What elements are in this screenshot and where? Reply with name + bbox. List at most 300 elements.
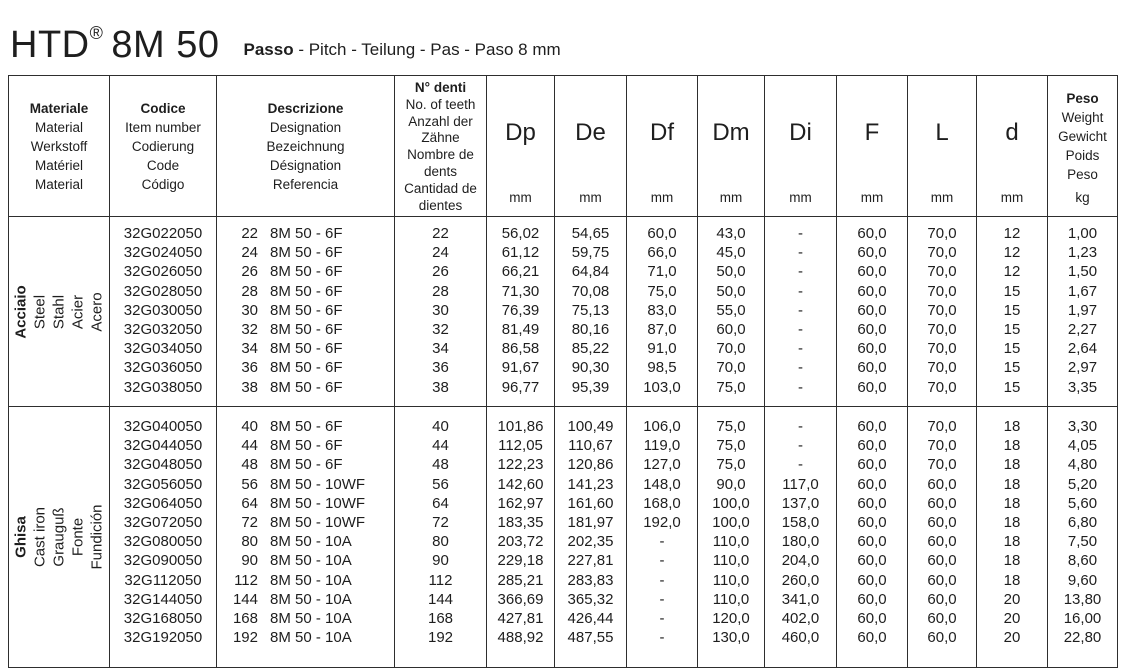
designation-number: 80 xyxy=(241,533,258,551)
designation-type: 8M 50 - 6F xyxy=(270,456,343,474)
column-label-de: De xyxy=(575,118,606,146)
dm-value: 110,0 xyxy=(712,571,750,589)
f-value: 60,0 xyxy=(857,475,887,493)
column-unit-f: mm xyxy=(860,190,884,205)
d-value: 18 xyxy=(1003,418,1021,435)
dp-value: 427,81 xyxy=(497,610,544,628)
df-value: 91,0 xyxy=(647,340,677,358)
dp-value: 488,92 xyxy=(497,629,544,647)
di-value: 117,0 xyxy=(782,475,819,493)
dp-value: 91,67 xyxy=(501,359,540,377)
l-value: 70,0 xyxy=(927,244,957,262)
weight-value: 5,20 xyxy=(1067,475,1098,493)
material-label xyxy=(12,285,107,338)
column-values-df xyxy=(627,407,698,667)
teeth-value: 44 xyxy=(432,437,449,455)
l-value: 60,0 xyxy=(927,494,957,512)
df-value: - xyxy=(659,590,665,608)
dp-value: 76,39 xyxy=(501,301,540,319)
column-header-line: Weight xyxy=(1061,110,1104,125)
designation-value xyxy=(217,532,394,551)
f-value: 60,0 xyxy=(857,301,887,319)
code-value: 32G112050 xyxy=(124,571,202,589)
designation-value xyxy=(217,494,394,513)
designation-number: 38 xyxy=(241,378,258,396)
designation-type: 8M 50 - 10A xyxy=(270,571,352,589)
dp-value: 142,60 xyxy=(497,475,544,493)
dm-value: 90,0 xyxy=(716,475,746,493)
l-value: 70,0 xyxy=(927,418,957,435)
dm-value: 110,0 xyxy=(712,533,750,551)
df-value: 127,0 xyxy=(643,456,681,474)
code-value: 32G168050 xyxy=(123,610,203,628)
designation-number: 32 xyxy=(241,321,258,339)
dm-value: 75,0 xyxy=(716,437,746,455)
dp-value: 285,21 xyxy=(497,571,544,589)
di-value: - xyxy=(798,301,803,319)
de-value: 75,13 xyxy=(571,301,610,319)
d-value: 18 xyxy=(1003,552,1021,570)
f-value: 60,0 xyxy=(857,610,887,628)
column-values-f xyxy=(837,217,908,407)
di-value: 180,0 xyxy=(781,533,820,551)
designation-value xyxy=(217,436,394,455)
column-header-line: Bezeichnung xyxy=(266,138,345,154)
dp-value: 56,02 xyxy=(501,225,540,242)
material-name-line: Steel xyxy=(31,294,49,329)
code-value: 32G028050 xyxy=(123,282,203,300)
dm-value: 100,0 xyxy=(712,514,750,532)
column-header-material xyxy=(9,76,110,217)
designation-number: 48 xyxy=(241,456,258,474)
material-name-line: Acero xyxy=(88,291,106,332)
material-block-cast-iron xyxy=(9,407,1117,667)
designation-type: 8M 50 - 6F xyxy=(270,244,343,262)
material-name-line: Grauguß xyxy=(50,507,68,567)
di-value: - xyxy=(798,378,803,396)
designation-number: 40 xyxy=(241,418,258,435)
dp-value: 101,86 xyxy=(497,418,544,435)
f-value: 60,0 xyxy=(857,321,887,339)
title-bar xyxy=(10,24,561,64)
de-value: 70,08 xyxy=(571,282,610,300)
teeth-value: 64 xyxy=(432,494,449,512)
di-value: - xyxy=(798,244,803,262)
column-header-line: No. of teeth xyxy=(405,96,476,112)
designation-type: 8M 50 - 6F xyxy=(270,359,343,377)
weight-value: 1,23 xyxy=(1067,244,1098,262)
dp-value: 96,77 xyxy=(501,378,540,396)
de-value: 64,84 xyxy=(571,263,610,281)
de-value: 426,44 xyxy=(567,610,614,628)
l-value: 60,0 xyxy=(927,475,957,493)
designation-value xyxy=(217,358,394,377)
l-value: 60,0 xyxy=(927,514,957,532)
d-value: 15 xyxy=(1003,359,1021,377)
material-name-line: Cast iron xyxy=(31,506,49,568)
dp-value: 183,35 xyxy=(497,514,544,532)
column-label-l: L xyxy=(935,118,949,146)
code-value: 32G064050 xyxy=(123,494,203,512)
designation-number: 34 xyxy=(241,340,258,358)
column-values-dm xyxy=(698,217,765,407)
column-header-designation xyxy=(217,76,395,217)
designation-number: 26 xyxy=(241,263,258,281)
column-header-line: Code xyxy=(146,157,180,173)
d-value: 18 xyxy=(1003,494,1021,512)
designation-type: 8M 50 - 6F xyxy=(270,418,343,435)
dm-value: 45,0 xyxy=(716,244,746,262)
column-header-line: Matériel xyxy=(34,157,83,173)
dp-value: 86,58 xyxy=(501,340,540,358)
f-value: 60,0 xyxy=(857,590,887,608)
df-value: 106,0 xyxy=(643,418,681,435)
pitch-label-bold: Passo xyxy=(243,40,294,59)
teeth-value: 192 xyxy=(427,629,454,647)
dp-value: 71,30 xyxy=(501,282,540,300)
teeth-value: 56 xyxy=(432,475,449,493)
column-header-line: Código xyxy=(141,176,185,192)
code-value: 32G040050 xyxy=(123,418,203,435)
designation-type: 8M 50 - 10A xyxy=(270,629,352,647)
l-value: 60,0 xyxy=(927,533,957,551)
designation-number: 22 xyxy=(241,225,258,242)
d-value: 18 xyxy=(1003,514,1021,532)
designation-value xyxy=(217,262,394,281)
designation-type: 8M 50 - 6F xyxy=(270,301,343,319)
weight-value: 4,05 xyxy=(1067,437,1098,455)
code-value: 32G144050 xyxy=(123,590,203,608)
code-value: 32G026050 xyxy=(123,263,203,281)
de-value: 141,23 xyxy=(567,475,614,493)
column-header-de xyxy=(555,76,627,217)
teeth-value: 22 xyxy=(432,225,449,242)
teeth-value: 80 xyxy=(432,533,449,551)
registered-mark: ® xyxy=(89,23,104,43)
column-unit-l: mm xyxy=(930,190,954,205)
d-value: 12 xyxy=(1003,244,1021,262)
material-name-line: Fonte xyxy=(69,517,87,557)
df-value: - xyxy=(659,629,665,647)
column-values-di xyxy=(765,407,837,667)
di-value: 158,0 xyxy=(781,514,820,532)
designation-value xyxy=(217,320,394,339)
designation-value xyxy=(217,417,394,436)
column-label-dm: Dm xyxy=(712,118,750,146)
code-value: 32G080050 xyxy=(123,533,203,551)
di-value: - xyxy=(798,359,803,377)
column-header-line: Codierung xyxy=(131,138,195,154)
code-value: 32G034050 xyxy=(123,340,203,358)
column-label-dp: Dp xyxy=(505,118,536,146)
teeth-value: 48 xyxy=(432,456,449,474)
di-value: - xyxy=(798,437,803,455)
column-header-dp xyxy=(487,76,555,217)
designation-value xyxy=(217,243,394,262)
column-header-line: Gewicht xyxy=(1058,129,1107,144)
teeth-value: 28 xyxy=(432,282,449,300)
df-value: 119,0 xyxy=(643,437,681,455)
df-value: 66,0 xyxy=(647,244,677,262)
df-value: 75,0 xyxy=(647,282,677,300)
d-value: 18 xyxy=(1003,571,1021,589)
column-header-line: Zähne xyxy=(421,130,460,146)
column-unit-weight: kg xyxy=(1075,190,1090,205)
title-suffix: 8M 50 xyxy=(111,24,220,66)
column-header-line: Cantidad de xyxy=(404,180,477,196)
designation-value xyxy=(217,628,394,647)
l-value: 60,0 xyxy=(927,629,957,647)
designation-value xyxy=(217,590,394,609)
designation-number: 44 xyxy=(241,437,258,455)
material-block-steel xyxy=(9,217,1117,407)
pitch-subtitle xyxy=(244,41,561,64)
designation-number: 112 xyxy=(234,571,258,589)
de-value: 80,16 xyxy=(571,321,610,339)
df-value: - xyxy=(659,571,665,589)
d-value: 15 xyxy=(1003,282,1021,300)
dm-value: 100,0 xyxy=(712,494,750,512)
designation-number: 36 xyxy=(241,359,258,377)
teeth-value: 144 xyxy=(427,590,454,608)
dm-value: 70,0 xyxy=(716,340,746,358)
d-value: 15 xyxy=(1003,321,1021,339)
column-label-f: F xyxy=(864,118,880,146)
column-header-f xyxy=(837,76,908,217)
column-values-code xyxy=(110,217,217,407)
designation-value xyxy=(217,551,394,570)
l-value: 60,0 xyxy=(927,590,957,608)
designation-number: 24 xyxy=(241,244,258,262)
designation-number: 30 xyxy=(241,301,258,319)
df-value: 192,0 xyxy=(643,514,681,532)
weight-value: 13,80 xyxy=(1063,590,1102,608)
pulley-data-table xyxy=(8,75,1118,668)
column-values-f xyxy=(837,407,908,667)
material-name-line: Fundición xyxy=(88,504,106,570)
weight-value: 3,35 xyxy=(1067,378,1098,396)
material-cell xyxy=(9,407,110,667)
f-value: 60,0 xyxy=(857,418,887,435)
teeth-value: 90 xyxy=(432,552,449,570)
dp-value: 122,23 xyxy=(497,456,544,474)
pitch-label-rest: - Pitch - Teilung - Pas - Paso 8 mm xyxy=(293,40,561,59)
d-value: 12 xyxy=(1003,225,1021,242)
column-header-line: Codice xyxy=(140,100,186,116)
column-header-line: Descrizione xyxy=(267,100,344,116)
designation-value xyxy=(217,475,394,494)
designation-number: 192 xyxy=(232,629,258,647)
d-value: 15 xyxy=(1003,340,1021,358)
l-value: 70,0 xyxy=(927,282,957,300)
code-value: 32G024050 xyxy=(123,244,203,262)
weight-value: 22,80 xyxy=(1063,629,1102,647)
dm-value: 43,0 xyxy=(716,225,746,242)
de-value: 181,97 xyxy=(567,514,614,532)
d-value: 18 xyxy=(1003,437,1021,455)
df-value: 83,0 xyxy=(647,301,677,319)
designation-type: 8M 50 - 6F xyxy=(270,340,343,358)
dp-value: 366,69 xyxy=(497,590,544,608)
designation-type: 8M 50 - 10WF xyxy=(270,514,366,532)
column-header-line: Material xyxy=(34,119,83,135)
df-value: - xyxy=(659,610,665,628)
teeth-value: 30 xyxy=(432,301,449,319)
di-value: 402,0 xyxy=(781,610,820,628)
df-value: 98,5 xyxy=(647,359,677,377)
designation-value xyxy=(217,455,394,474)
l-value: 60,0 xyxy=(927,610,957,628)
df-value: 168,0 xyxy=(643,494,681,512)
designation-type: 8M 50 - 6F xyxy=(270,282,343,300)
dm-value: 75,0 xyxy=(716,456,746,474)
l-value: 70,0 xyxy=(927,340,957,358)
designation-type: 8M 50 - 6F xyxy=(270,225,343,242)
column-values-df xyxy=(627,217,698,407)
f-value: 60,0 xyxy=(857,340,887,358)
designation-type: 8M 50 - 10A xyxy=(270,533,352,551)
dm-value: 50,0 xyxy=(716,282,746,300)
teeth-value: 72 xyxy=(432,514,449,532)
designation-value xyxy=(217,282,394,301)
l-value: 60,0 xyxy=(927,552,957,570)
weight-value: 6,80 xyxy=(1067,514,1098,532)
df-value: - xyxy=(659,533,665,551)
d-value: 20 xyxy=(1003,610,1021,628)
teeth-value: 168 xyxy=(427,610,454,628)
teeth-value: 34 xyxy=(432,340,449,358)
l-value: 70,0 xyxy=(927,437,957,455)
l-value: 70,0 xyxy=(927,321,957,339)
column-values-dm xyxy=(698,407,765,667)
designation-number: 64 xyxy=(241,494,258,512)
weight-value: 3,30 xyxy=(1067,418,1098,435)
de-value: 161,60 xyxy=(567,494,614,512)
designation-number: 28 xyxy=(241,282,258,300)
designation-value xyxy=(217,609,394,628)
column-header-line: Peso xyxy=(1067,167,1098,182)
designation-number: 72 xyxy=(241,514,258,532)
code-value: 32G044050 xyxy=(123,437,203,455)
column-values-teeth xyxy=(395,407,487,667)
column-label-di: Di xyxy=(789,118,812,146)
column-values-l xyxy=(908,217,977,407)
dp-value: 66,21 xyxy=(501,263,540,281)
d-value: 20 xyxy=(1003,590,1021,608)
dm-value: 110,0 xyxy=(712,590,750,608)
f-value: 60,0 xyxy=(857,629,887,647)
di-value: - xyxy=(798,456,803,474)
column-header-teeth xyxy=(395,76,487,217)
weight-value: 2,27 xyxy=(1067,321,1098,339)
designation-number: 144 xyxy=(232,590,258,608)
designation-value xyxy=(217,301,394,320)
column-header-line: Designation xyxy=(269,119,342,135)
column-header-line: Peso xyxy=(1066,91,1099,106)
f-value: 60,0 xyxy=(857,244,887,262)
designation-type: 8M 50 - 10A xyxy=(270,552,352,570)
column-values-di xyxy=(765,217,837,407)
material-name-line: Acier xyxy=(69,294,87,329)
column-values-desc xyxy=(217,217,395,407)
di-value: - xyxy=(798,225,803,242)
column-values-d xyxy=(977,217,1048,407)
f-value: 60,0 xyxy=(857,437,887,455)
de-value: 110,67 xyxy=(568,437,613,455)
l-value: 60,0 xyxy=(927,571,957,589)
weight-value: 1,97 xyxy=(1067,301,1098,319)
teeth-value: 32 xyxy=(432,321,449,339)
de-value: 54,65 xyxy=(571,225,610,242)
df-value: 87,0 xyxy=(647,321,677,339)
dp-value: 162,97 xyxy=(497,494,544,512)
di-value: - xyxy=(798,263,803,281)
code-value: 32G048050 xyxy=(123,456,203,474)
dm-value: 70,0 xyxy=(716,359,746,377)
column-header-line: Item number xyxy=(125,119,201,135)
dm-value: 75,0 xyxy=(716,418,746,435)
l-value: 70,0 xyxy=(927,456,957,474)
code-value: 32G038050 xyxy=(123,378,203,396)
weight-value: 16,00 xyxy=(1063,610,1102,628)
column-label-d: d xyxy=(1005,118,1019,146)
de-value: 365,32 xyxy=(567,590,614,608)
designation-type: 8M 50 - 10WF xyxy=(270,475,366,493)
column-values-weight xyxy=(1048,407,1117,667)
di-value: - xyxy=(798,321,803,339)
dm-value: 75,0 xyxy=(716,378,746,396)
designation-type: 8M 50 - 6F xyxy=(270,321,343,339)
de-value: 95,39 xyxy=(571,378,610,396)
df-value: - xyxy=(659,552,665,570)
dm-value: 60,0 xyxy=(716,321,746,339)
column-unit-de: mm xyxy=(579,190,602,205)
column-header-line: Material xyxy=(34,176,83,192)
material-label xyxy=(12,504,107,569)
weight-value: 9,60 xyxy=(1067,571,1098,589)
teeth-value: 36 xyxy=(432,359,449,377)
column-values-desc xyxy=(217,407,395,667)
dp-value: 81,49 xyxy=(501,321,540,339)
l-value: 70,0 xyxy=(927,225,957,242)
d-value: 12 xyxy=(1003,263,1021,281)
weight-value: 2,64 xyxy=(1067,340,1098,358)
column-unit-df: mm xyxy=(650,190,674,205)
material-name-line: Acciaio xyxy=(12,284,30,339)
column-header-line: Referencia xyxy=(272,176,339,192)
designation-type: 8M 50 - 10A xyxy=(270,590,352,608)
di-value: - xyxy=(798,282,803,300)
designation-value xyxy=(217,571,394,590)
teeth-value: 38 xyxy=(432,378,449,396)
weight-value: 1,50 xyxy=(1067,263,1098,281)
f-value: 60,0 xyxy=(857,378,887,396)
code-value: 32G056050 xyxy=(123,475,203,493)
de-value: 202,35 xyxy=(567,533,614,551)
d-value: 18 xyxy=(1003,475,1021,493)
column-header-line: dents xyxy=(423,163,458,179)
designation-value xyxy=(217,339,394,358)
f-value: 60,0 xyxy=(857,225,887,242)
l-value: 70,0 xyxy=(927,301,957,319)
f-value: 60,0 xyxy=(857,514,887,532)
column-values-de xyxy=(555,407,627,667)
designation-value xyxy=(217,378,394,397)
f-value: 60,0 xyxy=(857,552,887,570)
table-header-row xyxy=(9,76,1117,217)
teeth-value: 24 xyxy=(432,244,449,262)
column-header-line: dientes xyxy=(418,197,463,213)
